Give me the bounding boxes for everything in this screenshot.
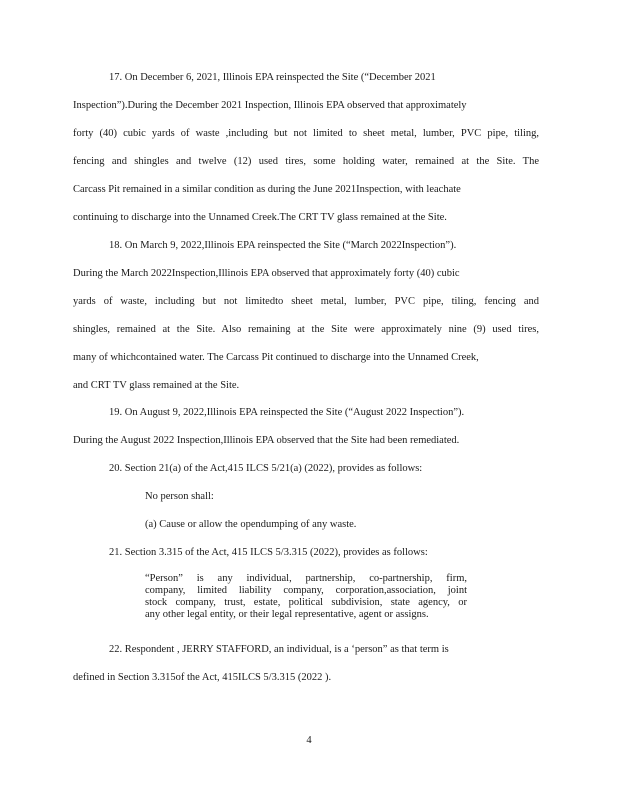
para-21-quote-line-1: “Person” is any individual, partnership, co-partnership, firm,	[145, 573, 467, 584]
para-18-line-2: During the March 2022Inspection,Illinois EPA observed that approximately forty (40) cubic	[73, 268, 460, 279]
para-21-line-1: 21. Section 3.315 of the Act, 415 ILCS 5/3.315 (2022), provides as follows:	[109, 547, 428, 558]
para-18-line-6: and CRT TV glass remained at the Site.	[73, 380, 240, 391]
para-17-line-3: forty (40) cubic yards of waste ,including but not limited to sheet metal, lumber, PVC pipe, tiling,	[73, 128, 539, 139]
para-17-line-1: 17. On December 6, 2021, Illinois EPA reinspected the Site (“December 2021	[109, 72, 436, 83]
para-21-quote-line-4: any other legal entity, or their legal representative, agent or assigns.	[145, 609, 429, 620]
para-17-line-5: Carcass Pit remained in a similar condition as during the June 2021Inspection, with leachate	[73, 184, 461, 195]
para-18-line-4: shingles, remained at the Site. Also remaining at the Site were approximately nine (9) used tires,	[73, 324, 539, 335]
para-22-line-1: 22. Respondent , JERRY STAFFORD, an individual, is a ‘person” as that term is	[109, 644, 449, 655]
para-18-line-3: yards of waste, including but not limitedto sheet metal, lumber, PVC pipe, tiling, fencing and	[73, 296, 539, 307]
para-20-line-1: 20. Section 21(a) of the Act,415 ILCS 5/21(a) (2022), provides as follows:	[109, 463, 423, 474]
page-number: 4	[306, 735, 312, 746]
para-19-line-1: 19. On August 9, 2022,Illinois EPA reinspected the Site (“August 2022 Inspection”).	[109, 407, 465, 418]
para-20-quote-line-2: (a) Cause or allow the opendumping of any waste.	[145, 519, 357, 530]
para-20-quote-line-1: No person shall:	[145, 491, 214, 502]
para-17-line-2: Inspection”).During the December 2021 Inspection, Illinois EPA observed that approximately	[73, 100, 467, 111]
para-17-line-6: continuing to discharge into the Unnamed Creek.The CRT TV glass remained at the Site.	[73, 212, 447, 223]
para-21-quote-line-2: company, limited liability company, corporation,association, joint	[145, 585, 467, 596]
para-17-line-4: fencing and shingles and twelve (12) used tires, some holding water, remained at the Site. The	[73, 156, 539, 167]
para-22-line-2: defined in Section 3.315of the Act, 415ILCS 5/3.315 (2022 ).	[73, 672, 332, 683]
para-21-quote-line-3: stock company, trust, estate, political subdivision, state agency, or	[145, 597, 467, 608]
para-19-line-2: During the August 2022 Inspection,Illinois EPA observed that the Site had been remediated.	[73, 435, 460, 446]
para-18-line-1: 18. On March 9, 2022,Illinois EPA reinspected the Site (“March 2022Inspection”).	[109, 240, 457, 251]
para-18-line-5: many of whichcontained water. The Carcass Pit continued to discharge into the Unnamed Creek,	[73, 352, 479, 363]
